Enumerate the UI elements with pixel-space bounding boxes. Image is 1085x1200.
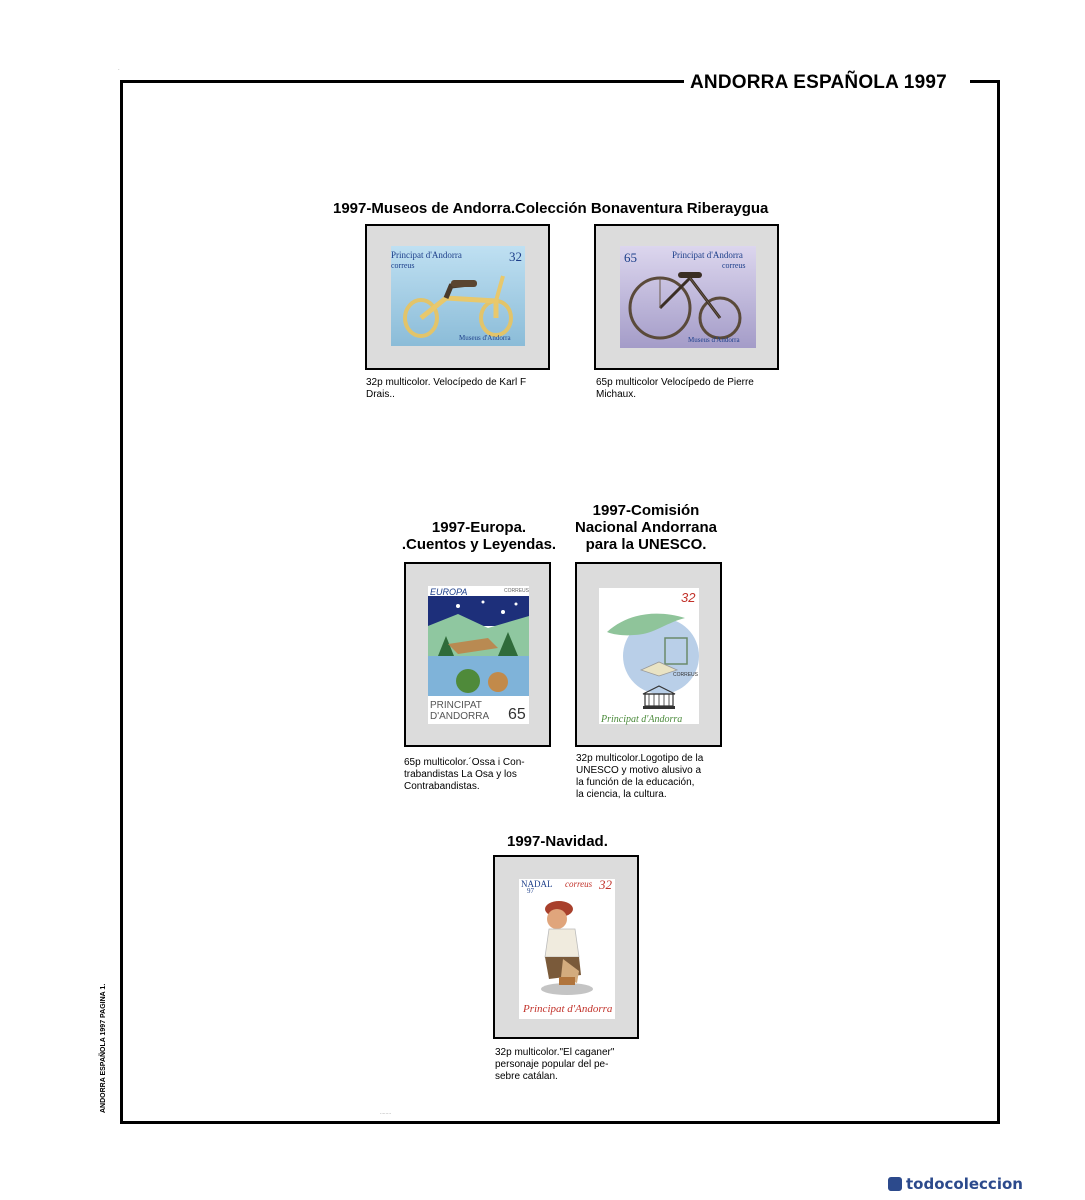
- stamp-mount-navidad: [493, 855, 639, 1039]
- watermark-text: todocoleccion: [906, 1175, 1023, 1193]
- section-title-line: 1997-Comisión: [592, 502, 700, 519]
- stamp-footer: Museus d'Andorra: [459, 334, 511, 342]
- stamp-footer: Principat d'Andorra: [523, 1003, 613, 1015]
- page-corner-mark: .: [118, 66, 120, 72]
- stamp-brand: EUROPA: [430, 587, 468, 597]
- caption-museos-65: 65p multicolor Velocípedo de Pierre Michaux.: [596, 377, 754, 400]
- stamp-year: 97: [527, 887, 534, 895]
- stamp-unesco-logo-art: [599, 588, 699, 724]
- stamp-footer: Principat d'Andorra: [601, 714, 683, 725]
- caption-navidad: 32p multicolor."El caganer" personaje popular del pe- sebre catálan.: [495, 1047, 615, 1082]
- section-title-europa: [390, 519, 568, 553]
- stamp-footer: Museus d'Andorra: [688, 336, 740, 344]
- stamp-value: 32: [509, 249, 522, 264]
- stamp-mount-museos-65: [594, 224, 779, 370]
- section-title-unesco: [560, 502, 732, 553]
- stamp-country-line: PRINCIPAT: [430, 700, 482, 711]
- footer-mark: ........: [380, 1110, 392, 1116]
- stamp-correus: CORREUS: [504, 588, 530, 594]
- stamp-unesco-logo: [599, 588, 699, 724]
- stamp-value: 32: [599, 877, 612, 892]
- caption-museos-32: 32p multicolor. Velocípedo de Karl F Drais..: [366, 377, 527, 400]
- section-title-navidad: 1997-Navidad.: [507, 833, 608, 850]
- stamp-mount-europa: [404, 562, 551, 747]
- section-title-museos: 1997-Museos de Andorra.Colección Bonaventura Riberaygua: [333, 200, 769, 217]
- page-title: ANDORRA ESPAÑOLA 1997: [690, 72, 947, 93]
- stamp-country: [430, 700, 489, 722]
- stamp-country-line: D'ANDORRA: [430, 711, 490, 722]
- stamp-correus: correus: [722, 261, 746, 270]
- stamp-mount-museos-32: [365, 224, 550, 370]
- stamp-mount-unesco: [575, 562, 722, 747]
- stamp-value: 32: [681, 590, 696, 605]
- stamp-country: Principat d'Andorra: [391, 250, 462, 260]
- stamp-value: 65: [624, 250, 637, 265]
- watermark: [888, 1175, 1023, 1193]
- stamp-value: 65: [508, 706, 526, 723]
- page-side-label: ANDORRA ESPAÑOLA 1997 PAGINA 1.: [100, 983, 107, 1113]
- stamp-correus: correus: [565, 879, 593, 889]
- section-title-line: para la UNESCO.: [585, 536, 707, 553]
- caption-unesco: 32p multicolor.Logotipo de la UNESCO y motivo alusivo a la función de la educación, la ciencia, la cultura.: [576, 753, 704, 800]
- section-title-line: .Cuentos y Leyendas.: [401, 536, 557, 553]
- caption-europa: 65p multicolor.´Ossa i Con- trabandistas La Osa y los Contrabandistas.: [404, 757, 525, 792]
- stamp-country: Principat d'Andorra: [672, 250, 743, 260]
- stamp-correus: correus: [391, 261, 415, 270]
- section-title-line: Nacional Andorrana: [575, 519, 717, 536]
- stamp-navidad-caganer-art: [519, 879, 615, 1019]
- watermark-logo-icon: [888, 1177, 902, 1191]
- stamp-navidad-caganer: [519, 879, 615, 1019]
- section-title-line: 1997-Europa.: [431, 519, 527, 536]
- stamp-correus: CORREUS: [673, 672, 699, 678]
- stamp-nadal: NADAL: [521, 879, 553, 889]
